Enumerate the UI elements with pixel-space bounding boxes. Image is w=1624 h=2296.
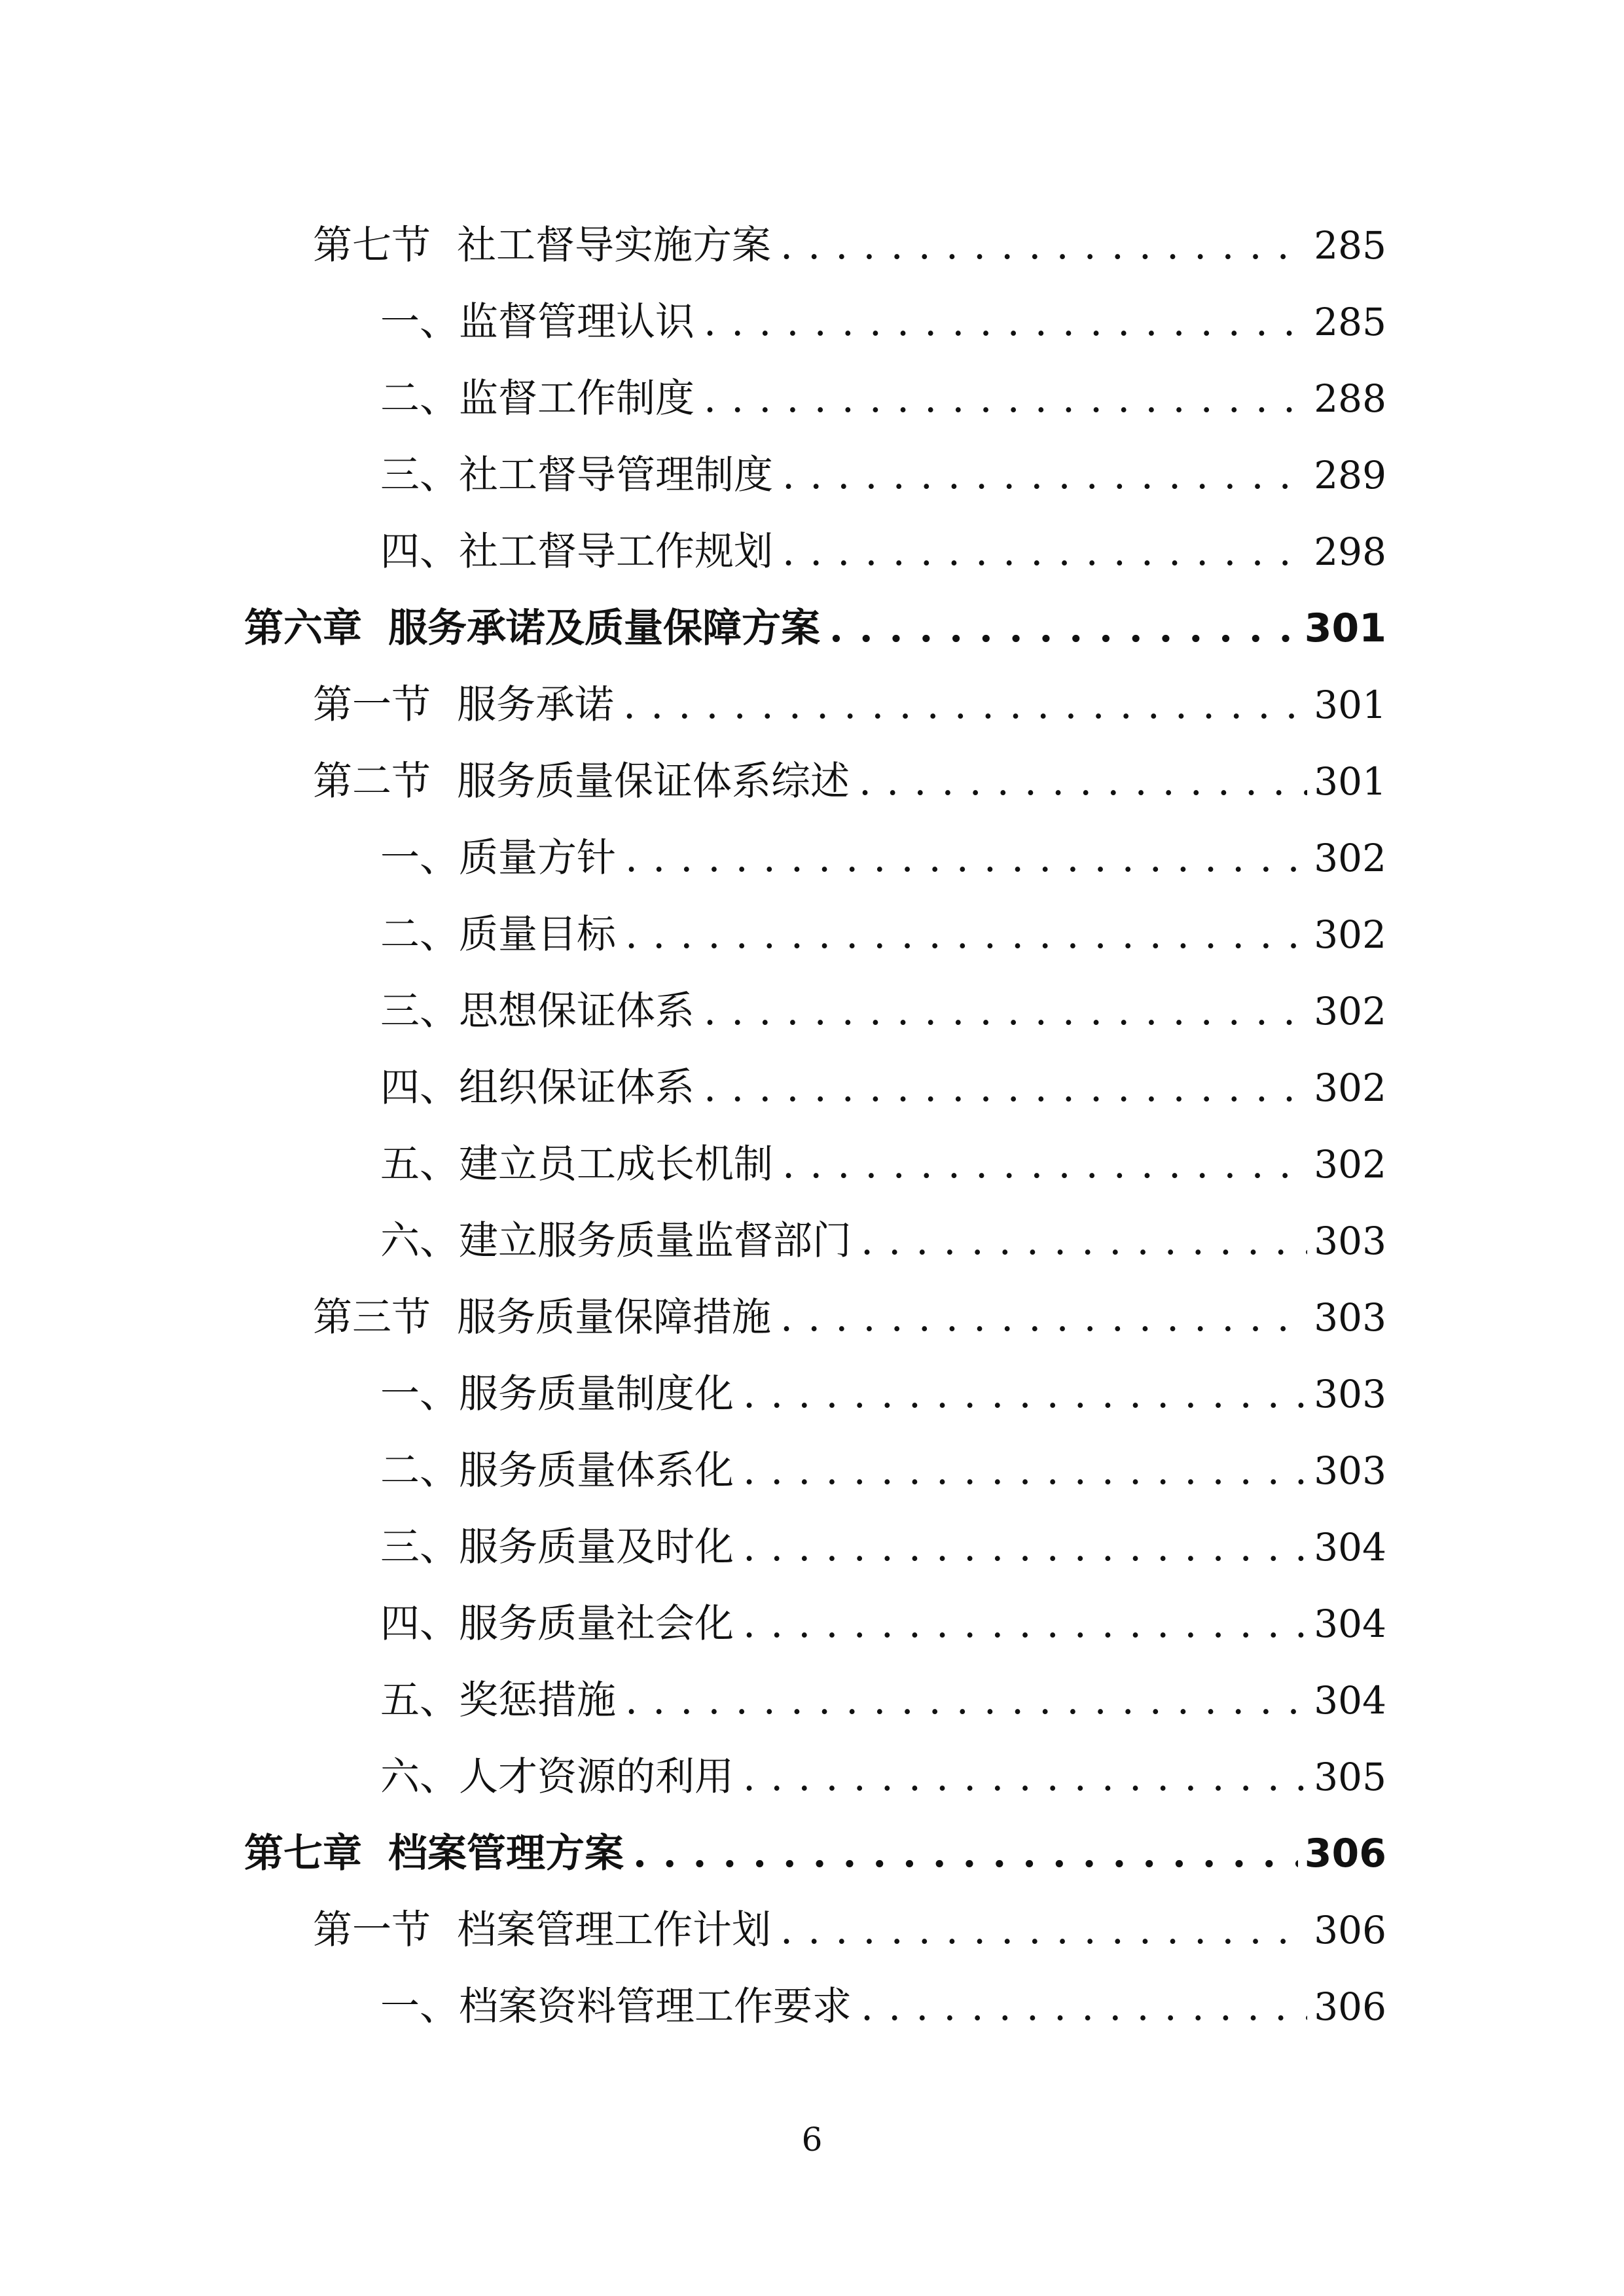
toc-entry-page-number: 306	[1314, 1908, 1386, 1952]
toc-entry-number: 三、	[380, 1524, 459, 1570]
toc-dot-leader	[861, 1203, 1307, 1280]
toc-dot-leader	[859, 744, 1307, 820]
toc-entry-page-number: 302	[1314, 912, 1386, 957]
toc-dot-leader	[743, 1509, 1307, 1586]
toc-entry-page-number: 303	[1314, 1448, 1386, 1493]
toc-entry-page-number: 303	[1314, 1372, 1386, 1416]
toc-entry-title: 思想保证体系	[459, 988, 695, 1034]
toc-dot-leader	[625, 897, 1307, 973]
toc-dot-leader	[782, 1126, 1307, 1203]
toc-subsection-entry[interactable]	[244, 1050, 1386, 1126]
toc-subsection-entry[interactable]	[244, 1203, 1386, 1280]
toc-chapter-entry[interactable]	[244, 1816, 1386, 1892]
toc-entry-page-number: 306	[1314, 1984, 1386, 2029]
toc-entry-page-number: 303	[1314, 1219, 1386, 1263]
toc-subsection-entry[interactable]	[244, 820, 1386, 897]
toc-entry-title: 组织保证体系	[459, 1065, 695, 1111]
toc-subsection-entry[interactable]	[244, 897, 1386, 973]
toc-entry-title: 人才资源的利用	[459, 1754, 734, 1800]
page-number: 6	[801, 2121, 823, 2159]
toc-dot-leader	[704, 284, 1307, 361]
toc-entry-title: 服务质量及时化	[459, 1524, 734, 1570]
toc-entry-number: 一、	[380, 299, 459, 345]
toc-entry-title: 档案资料管理工作要求	[459, 1984, 852, 2030]
toc-subsection-entry[interactable]	[244, 973, 1386, 1050]
toc-entry-number: 五、	[380, 1677, 459, 1723]
toc-entry-page-number: 302	[1314, 989, 1386, 1033]
toc-subsection-entry[interactable]	[244, 1356, 1386, 1433]
toc-entry-title: 服务质量社会化	[459, 1601, 734, 1647]
toc-dot-leader	[743, 1739, 1307, 1816]
toc-entry-title: 服务承诺及质量保障方案	[388, 605, 820, 651]
toc-entry-title: 档案管理方案	[388, 1831, 624, 1876]
toc-entry-title: 建立员工成长机制	[459, 1141, 773, 1187]
toc-section-entry[interactable]	[244, 667, 1386, 744]
toc-subsection-entry[interactable]	[244, 1662, 1386, 1739]
toc-entry-number: 六、	[380, 1218, 459, 1264]
toc-entry-page-number: 303	[1314, 1295, 1386, 1340]
toc-entry-number: 一、	[380, 1984, 459, 2030]
toc-entry-title: 质量方针	[459, 835, 616, 881]
toc-entry-number: 二、	[380, 1448, 459, 1494]
toc-entry-number: 四、	[380, 1065, 459, 1111]
toc-section-entry[interactable]	[244, 744, 1386, 820]
toc-dot-leader	[704, 1050, 1307, 1126]
toc-entry-page-number: 301	[1314, 683, 1386, 727]
toc-entry-title: 服务承诺	[457, 682, 614, 728]
toc-subsection-entry[interactable]	[244, 361, 1386, 437]
toc-entry-page-number: 304	[1314, 1602, 1386, 1646]
toc-dot-leader	[743, 1433, 1307, 1509]
toc-dot-leader	[625, 1662, 1307, 1739]
toc-entry-title: 建立服务质量监督部门	[459, 1218, 852, 1264]
toc-chapter-entry[interactable]	[244, 590, 1386, 667]
toc-entry-page-number: 302	[1314, 1066, 1386, 1110]
toc-entry-title: 监督工作制度	[459, 376, 695, 422]
toc-dot-leader	[743, 1586, 1307, 1662]
toc-entry-number: 二、	[380, 912, 459, 958]
toc-entry-title: 社工督导实施方案	[457, 223, 771, 268]
toc-entry-page-number: 301	[1314, 759, 1386, 804]
toc-section-entry[interactable]	[244, 1280, 1386, 1356]
toc-entry-number: 第一节	[313, 682, 431, 728]
toc-dot-leader	[780, 207, 1307, 284]
toc-entry-title: 社工督导管理制度	[459, 452, 773, 498]
toc-entry-page-number: 288	[1314, 376, 1386, 421]
toc-subsection-entry[interactable]	[244, 514, 1386, 590]
toc-entry-number: 四、	[380, 529, 459, 575]
toc-dot-leader	[704, 973, 1307, 1050]
toc-entry-number: 三、	[380, 452, 459, 498]
toc-entry-page-number: 301	[1304, 605, 1386, 651]
toc-entry-number: 一、	[380, 835, 459, 881]
toc-dot-leader	[625, 820, 1307, 897]
toc-entry-number: 第六章	[244, 605, 362, 651]
toc-entry-number: 第七章	[244, 1831, 362, 1876]
toc-subsection-entry[interactable]	[244, 1433, 1386, 1509]
toc-entry-title: 监督管理认识	[459, 299, 695, 345]
toc-section-entry[interactable]	[244, 207, 1386, 284]
toc-subsection-entry[interactable]	[244, 437, 1386, 514]
toc-dot-leader	[861, 1969, 1307, 2045]
toc-dot-leader	[782, 437, 1307, 514]
toc-dot-leader	[623, 667, 1307, 744]
toc-section-entry[interactable]	[244, 1892, 1386, 1969]
toc-entry-title: 服务质量保证体系综述	[457, 759, 850, 804]
toc-subsection-entry[interactable]	[244, 1586, 1386, 1662]
toc-entry-title: 服务质量保障措施	[457, 1295, 771, 1340]
toc-entry-number: 五、	[380, 1141, 459, 1187]
toc-entry-number: 第二节	[313, 759, 431, 804]
toc-entry-page-number: 306	[1304, 1831, 1386, 1876]
toc-dot-leader	[782, 514, 1307, 590]
toc-entry-number: 第一节	[313, 1907, 431, 1953]
toc-entry-page-number: 302	[1314, 836, 1386, 880]
toc-entry-page-number: 285	[1314, 223, 1386, 268]
toc-entry-page-number: 302	[1314, 1142, 1386, 1187]
toc-dot-leader	[743, 1356, 1307, 1433]
toc-entry-page-number: 285	[1314, 300, 1386, 344]
toc-entry-page-number: 304	[1314, 1525, 1386, 1570]
toc-dot-leader	[780, 1280, 1307, 1356]
toc-subsection-entry[interactable]	[244, 284, 1386, 361]
toc-dot-leader	[780, 1892, 1307, 1969]
toc-subsection-entry[interactable]	[244, 1126, 1386, 1203]
toc-dot-leader	[704, 361, 1307, 437]
table-of-contents	[244, 207, 1386, 2045]
toc-entry-title: 服务质量制度化	[459, 1371, 734, 1417]
toc-entry-number: 第七节	[313, 223, 431, 268]
toc-entry-title: 服务质量体系化	[459, 1448, 734, 1494]
toc-entry-number: 一、	[380, 1371, 459, 1417]
toc-entry-number: 二、	[380, 376, 459, 422]
toc-entry-title: 奖惩措施	[459, 1677, 616, 1723]
toc-entry-page-number: 305	[1314, 1755, 1386, 1799]
toc-entry-page-number: 298	[1314, 529, 1386, 574]
toc-entry-number: 四、	[380, 1601, 459, 1647]
toc-entry-title: 社工督导工作规划	[459, 529, 773, 575]
toc-entry-title: 质量目标	[459, 912, 616, 958]
toc-entry-page-number: 304	[1314, 1678, 1386, 1723]
toc-subsection-entry[interactable]	[244, 1969, 1386, 2045]
toc-entry-number: 三、	[380, 988, 459, 1034]
toc-subsection-entry[interactable]	[244, 1739, 1386, 1816]
toc-entry-title: 档案管理工作计划	[457, 1907, 771, 1953]
toc-subsection-entry[interactable]	[244, 1509, 1386, 1586]
toc-dot-leader	[829, 590, 1298, 667]
toc-entry-number: 第三节	[313, 1295, 431, 1340]
toc-entry-page-number: 289	[1314, 453, 1386, 497]
toc-dot-leader	[633, 1816, 1298, 1892]
toc-entry-number: 六、	[380, 1754, 459, 1800]
